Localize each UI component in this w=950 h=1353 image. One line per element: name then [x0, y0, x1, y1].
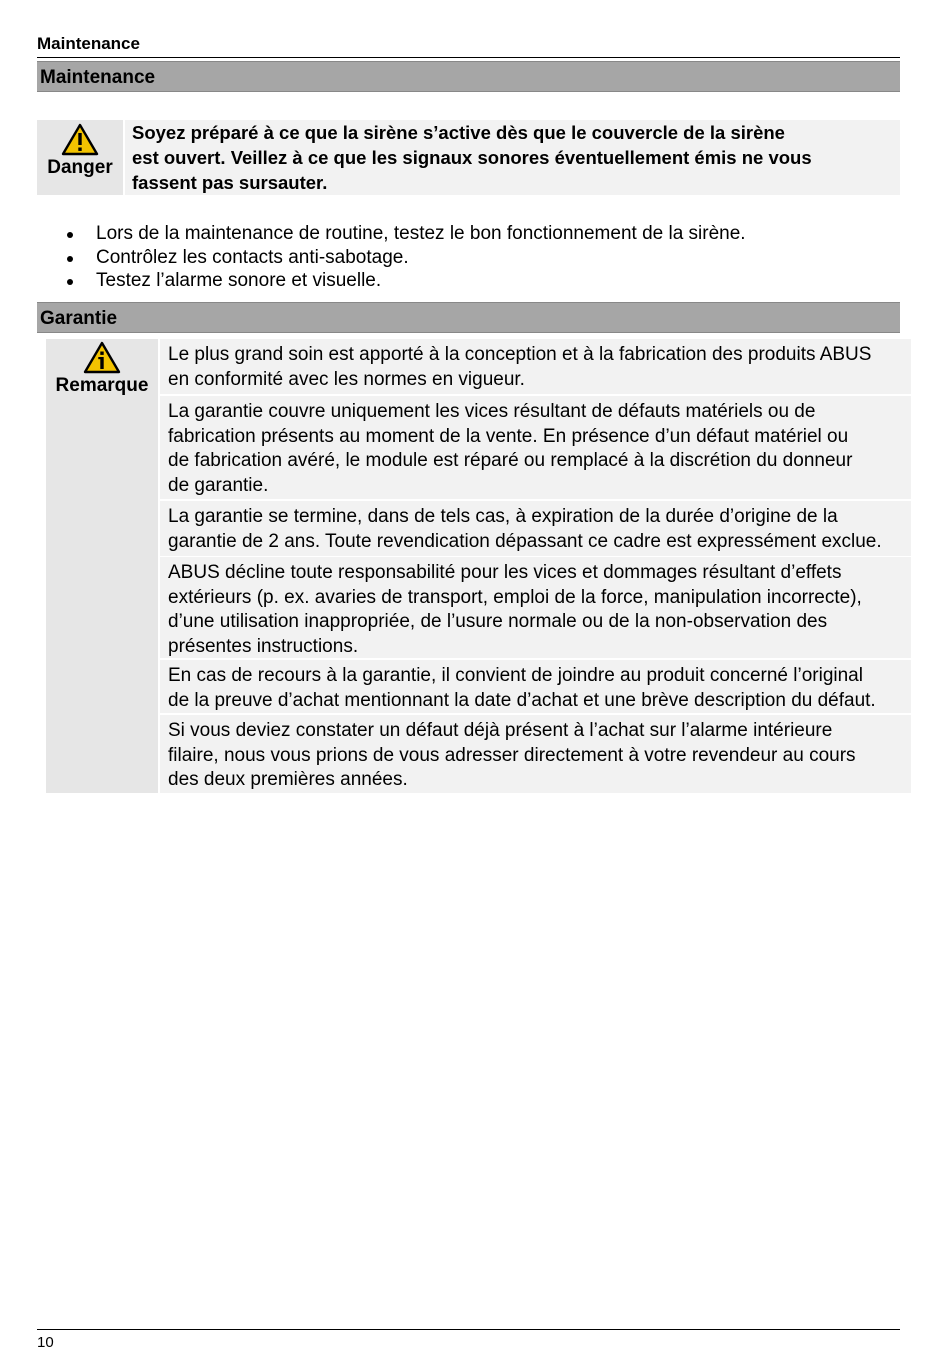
warning-triangle-exclamation-icon	[61, 123, 99, 156]
garantie-paragraph: La garantie se termine, dans de tels cas, à expiration de la durée d’origine de la garantie de 2 ans. Toute revendication dépassant ce cadre est expressément exclue.	[160, 501, 911, 556]
danger-label: Danger	[47, 157, 113, 178]
running-header: Maintenance	[37, 34, 140, 53]
danger-label-cell	[37, 120, 123, 195]
remarque-label: Remarque	[55, 375, 149, 396]
list-item: Testez l’alarme sonore et visuelle.	[62, 269, 746, 293]
danger-text-line: fassent pas sursauter.	[132, 172, 328, 193]
garantie-paragraph: En cas de recours à la garantie, il convient de joindre au produit concerné l’original de la preuve d’achat mentionnant la date d’achat et une brève description du défaut.	[160, 660, 911, 713]
garantie-paragraph: La garantie couvre uniquement les vices résultant de défauts matériels ou de fabrication présents au moment de la vente. En présence d’un défaut matériel ou de fabrication avéré, le module est réparé ou remplacé à la discrétion du donneur de garantie.	[160, 396, 911, 499]
maintenance-checklist	[62, 222, 746, 293]
danger-text-line: Soyez préparé à ce que la sirène s’active dès que le couvercle de la sirène	[132, 122, 785, 143]
garantie-paragraph: ABUS décline toute responsabilité pour les vices et dommages résultant d’effets extérieurs (p. ex. avaries de transport, emploi de la force, manipulation incorrecte), d’une utilisation inappropriée, de l’usure normale ou de la non-observation des présentes instructions.	[160, 557, 911, 658]
footer-rule	[37, 1329, 900, 1330]
garantie-paragraph: Le plus grand soin est apporté à la conception et à la fabrication des produits ABUS en conformité avec les normes en vigueur.	[160, 339, 911, 394]
remarque-label-cell	[46, 339, 158, 793]
garantie-paragraph: Si vous deviez constater un défaut déjà présent à l’achat sur l’alarme intérieure filaire, nous vous prions de vous adresser directement à votre revendeur au cours des deux premières années.	[160, 715, 911, 793]
list-item: Lors de la maintenance de routine, testez le bon fonctionnement de la sirène.	[62, 222, 746, 246]
section-title-garantie: Garantie	[37, 302, 900, 333]
bullet-icon	[67, 279, 73, 285]
danger-text-line: est ouvert. Veillez à ce que les signaux sonores éventuellement émis ne vous	[132, 147, 812, 168]
warning-triangle-info-icon	[83, 341, 121, 374]
bullet-icon	[67, 256, 73, 262]
list-item: Contrôlez les contacts anti-sabotage.	[62, 246, 746, 270]
bullet-icon	[67, 232, 73, 238]
danger-text	[125, 120, 900, 195]
header-rule	[37, 57, 900, 58]
section-title-maintenance: Maintenance	[37, 61, 900, 92]
page-number: 10	[37, 1334, 54, 1351]
